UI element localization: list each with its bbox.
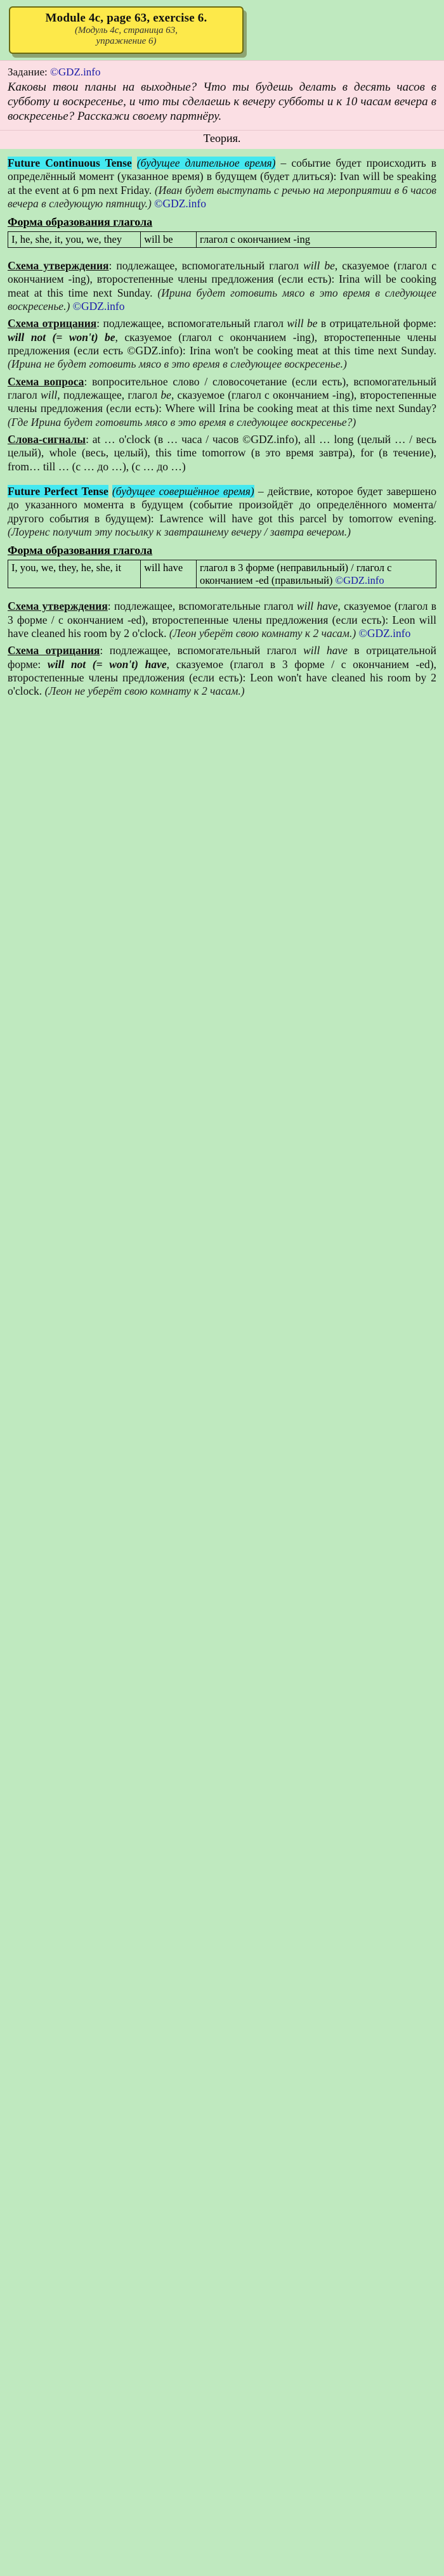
fp-form-title: Форма образования глагола: [8, 544, 153, 557]
task-block: [0, 60, 444, 131]
task-text: Каковы твои планы на выходные? Что ты будешь делать в десять часов в субботу и воскресенье, и что ты сделаешь к вечеру субботы и к 10 часам вечера в воскресенье? Расскажи своему партнёру.: [8, 80, 436, 123]
fc-table-subjects: I, he, she, it, you, we, they: [8, 232, 141, 247]
fc-signals-head: Слова-сигналы: [8, 432, 86, 446]
fc-signals-text: : at … o'clock (в … часа / часов ©GDZ.info), all … long (целый … / весь целый), whole (весь, целый), this time tomorrow (в это время завтра), for (в течение), from… till … (с … до …), (с … до …): [8, 432, 436, 473]
fc-example-ru: (Иван будет выступать с речью на мероприятии в 6 часов вечера в следующую пятницу.): [8, 183, 436, 210]
fp-affirmative-example-ru: (Леон уберёт свою комнату к 2 часам.): [169, 627, 356, 640]
task-label-row: [8, 66, 436, 79]
fp-negative-text-2: в отрицательной форме:: [8, 644, 436, 671]
fc-definition-para: [8, 157, 436, 210]
page-subtitle-line2: упражнение 6): [96, 36, 157, 47]
table-row: [8, 232, 436, 247]
fc-tense-name: Future Continuous Tense: [8, 157, 132, 170]
fc-question-aux2: be: [160, 388, 171, 401]
fc-question-head: Схема вопроса: [8, 375, 84, 388]
fp-example-ru: (Лоуренс получит эту посылку к завтрашнему вечеру / завтра вечером.): [8, 525, 351, 539]
fc-negative-example-en: Irina won't be cooking meat at this time next Sunday.: [189, 344, 436, 357]
fp-form-table: [8, 560, 436, 588]
fc-question-aux: will: [41, 388, 58, 401]
fc-question-para: [8, 375, 436, 429]
fc-affirmative-para: [8, 259, 436, 313]
site-watermark: ©GDZ.info: [358, 627, 411, 640]
fp-definition: – действие, которое будет завершено до указанного момента в будущем (событие произойдёт до определённого момента/другого события в будущем):: [8, 485, 437, 525]
fp-negative-head: Схема отрицания: [8, 644, 100, 657]
fc-negative-head: Схема отрицания: [8, 317, 97, 330]
fc-negative-para: [8, 317, 436, 371]
task-label: Задание:: [8, 65, 48, 78]
fp-schemes-block: [0, 592, 444, 698]
fp-negative-example-en: Leon won't have cleaned his room by 2 o'clock.: [8, 671, 437, 698]
fp-affirmative-head: Схема утверждения: [8, 600, 108, 613]
theory-heading: Теория.: [0, 131, 444, 149]
fc-affirmative-block: [0, 252, 444, 473]
future-continuous-section: [0, 149, 444, 210]
fc-question-example-en: Where will Irina be cooking meat at this time next Sunday?: [165, 402, 437, 415]
fc-tense-ru: (будущее длительное время): [136, 157, 276, 170]
fp-negative-text-1: : подлежащее, вспомогательный глагол: [100, 644, 297, 657]
fp-negative-form: will not (= won't) have: [47, 657, 167, 671]
fp-affirmative-example-en: Leon will have cleaned his room by 2 o'clock.: [8, 613, 436, 640]
header-plaque-wrap: [0, 0, 444, 58]
site-watermark: ©GDZ.info: [49, 65, 101, 78]
site-watermark: ©GDZ.info: [154, 197, 206, 210]
fp-negative-example-ru: (Леон не уберёт свою комнату к 2 часам.): [44, 685, 245, 698]
fc-negative-aux: will be: [287, 317, 318, 330]
header-plaque: [9, 6, 244, 54]
fc-affirmative-example-en: Irina will be cooking meat at this time next Sunday.: [8, 273, 437, 299]
fc-negative-text-1: : подлежащее, вспомогательный глагол: [96, 317, 284, 330]
fc-form-table: [8, 231, 436, 247]
fc-negative-form: will not (= won't) be: [8, 330, 115, 344]
fp-affirmative-text-1: : подлежащее, вспомогательные глагол: [107, 600, 294, 613]
fp-table-verb: [197, 560, 436, 588]
fp-affirmative-para: [8, 600, 436, 640]
fc-form-title: Форма образования глагола: [8, 216, 153, 229]
fc-negative-example-ru: (Ирина не будет готовить мясо в это время в следующее воскресенье.): [8, 357, 347, 371]
fc-negative-text-3: , сказуемое (глагол с окончанием -ing), второстепенные члены предложения (если есть ©GDZ.info):: [8, 330, 436, 357]
fc-table-verb: глагол с окончанием -ing: [197, 232, 436, 247]
fc-question-text-1: : вопросительное слово / словосочетание (если есть), вспомогательный глагол: [8, 375, 436, 401]
site-watermark: ©GDZ.info: [72, 299, 125, 312]
fc-question-text-2: , подлежащее, глагол: [57, 388, 158, 401]
fp-negative-para: [8, 644, 436, 698]
fp-example-en: Lawrence will have got this parcel by tomorrow evening.: [159, 512, 436, 525]
fc-signals-para: [8, 433, 436, 473]
page-subtitle-line1: (Модуль 4c, страница 63,: [74, 25, 178, 35]
site-watermark: ©GDZ.info: [335, 574, 384, 586]
fc-negative-text-2: в отрицательной форме:: [320, 317, 437, 330]
fc-affirmative-head: Схема утверждения: [8, 259, 109, 272]
fp-table-verb-text: глагол в 3 форме (неправильный) / глагол с окончанием -ed (правильный): [200, 562, 392, 586]
fc-question-example-ru: (Где Ирина будет готовить мясо в это время в следующее воскресенье?): [8, 415, 356, 428]
fc-example-en: Ivan will be speaking at the event at 6 pm next Friday.: [8, 170, 437, 196]
fp-table-subjects: I, you, we, they, he, she, it: [8, 560, 141, 588]
table-row: [8, 560, 436, 588]
fp-negative-text-3: , сказуемое (глагол в 3 форме / с окончанием -ed), второстепенные члены предложения (если есть):: [8, 657, 436, 685]
fp-tense-name: Future Perfect Tense: [8, 485, 108, 498]
fc-definition: – событие будет происходить в определённый момент (указанное время) в будущем (будет длиться):: [8, 157, 437, 183]
fc-affirmative-text-1: : подлежащее, вспомогательный глагол: [108, 259, 299, 272]
fc-table-aux: will be: [141, 232, 197, 247]
page-title: Module 4c, page 63, exercise 6.: [45, 11, 207, 25]
fc-affirmative-aux: will be: [303, 259, 335, 272]
fp-table-aux: will have: [141, 560, 197, 588]
fc-affirmative-text-2: , сказуемое (глагол с окончанием -ing), второстепенные члены предложения (если есть):: [8, 259, 436, 286]
fc-question-text-3: , сказуемое (глагол с окончанием -ing), второстепенные члены предложения (если есть):: [8, 388, 437, 415]
fp-negative-aux: will have: [303, 644, 348, 657]
fp-affirmative-text-2: , сказуемое (глагол в 3 форме / с окончанием -ed), второстепенные члены предложения (если есть):: [8, 600, 436, 626]
fp-definition-para: [8, 485, 436, 539]
future-perfect-section: [0, 477, 444, 539]
fc-affirmative-example-ru: (Ирина будет готовить мясо в это время в следующее воскресенье.): [8, 286, 436, 312]
fp-affirmative-aux: will have: [296, 600, 338, 613]
fp-tense-ru: (будущее совершённое время): [112, 485, 254, 498]
